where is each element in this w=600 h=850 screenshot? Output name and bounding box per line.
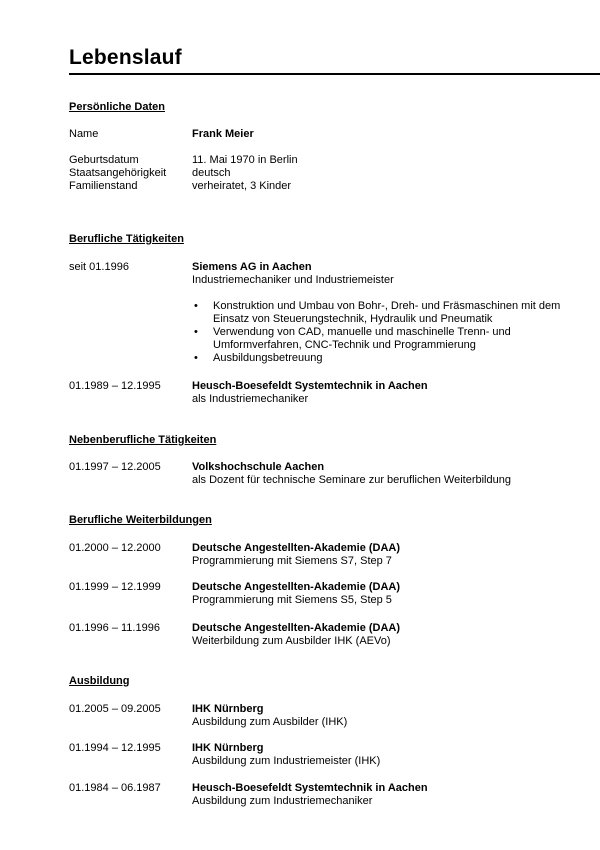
- training-org: Deutsche Angestellten-Akademie (DAA): [192, 542, 401, 554]
- section-heading-education: Ausbildung: [69, 675, 130, 687]
- training-entry: [192, 542, 400, 568]
- training-topic: Weiterbildung zum Ausbilder IHK (AEVo): [192, 635, 391, 647]
- training-topic: Programmierung mit Siemens S5, Step 5: [192, 594, 392, 606]
- bullet-icon: •: [194, 326, 198, 338]
- section-heading-jobs: Berufliche Tätigkeiten: [69, 233, 184, 245]
- education-program: Ausbildung zum Ausbilder (IHK): [192, 716, 348, 728]
- training-entry: [192, 581, 400, 607]
- list-item: [192, 326, 592, 352]
- name-value: Frank Meier: [192, 128, 254, 140]
- job-date: 01.1989 – 12.1995: [69, 380, 161, 392]
- name-label: Name: [69, 128, 99, 140]
- job-task: Konstruktion und Umbau von Bohr-, Dreh- und Fräsmaschinen mit dem Einsatz von Steuerungstechnik, Hydraulik und Pneumatik: [213, 300, 561, 325]
- job-entry: [192, 380, 428, 406]
- birthdate-value: 11. Mai 1970 in Berlin: [192, 154, 298, 166]
- side-job-entry: [192, 461, 511, 487]
- training-topic: Programmierung mit Siemens S7, Step 7: [192, 555, 392, 567]
- job-org: Heusch-Boesefeldt Systemtechnik in Aachen: [192, 380, 428, 392]
- list-item: [192, 300, 592, 326]
- training-date: 01.1996 – 11.1996: [69, 622, 160, 634]
- education-date: 01.1994 – 12.1995: [69, 742, 161, 754]
- job-date: seit 01.1996: [69, 261, 129, 273]
- job-task: Ausbildungsbetreuung: [213, 352, 323, 364]
- education-org: IHK Nürnberg: [192, 703, 264, 715]
- education-entry: [192, 782, 428, 808]
- section-heading-training: Berufliche Weiterbildungen: [69, 514, 212, 526]
- bullet-icon: •: [194, 352, 198, 364]
- section-heading-side-jobs: Nebenberufliche Tätigkeiten: [69, 434, 217, 446]
- training-date: 01.1999 – 12.1999: [69, 581, 161, 593]
- job-entry: [192, 261, 394, 287]
- page-title: Lebenslauf: [69, 46, 182, 69]
- education-program: Ausbildung zum Industriemechaniker: [192, 795, 373, 807]
- birthdate-label: Geburtsdatum: [69, 154, 139, 166]
- education-program: Ausbildung zum Industriemeister (IHK): [192, 755, 381, 767]
- side-job-date: 01.1997 – 12.2005: [69, 461, 161, 473]
- job-task-list: [192, 300, 592, 365]
- education-date: 01.1984 – 06.1987: [69, 782, 161, 794]
- training-date: 01.2000 – 12.2000: [69, 542, 161, 554]
- personal-values: [192, 154, 298, 193]
- nationality-value: deutsch: [192, 167, 231, 179]
- job-role: Industriemechaniker und Industriemeister: [192, 274, 394, 286]
- personal-labels: [69, 154, 166, 193]
- job-org: Siemens AG in Aachen: [192, 261, 312, 273]
- education-entry: [192, 703, 347, 729]
- education-org: Heusch-Boesefeldt Systemtechnik in Aachen: [192, 782, 428, 794]
- training-entry: [192, 622, 400, 648]
- education-org: IHK Nürnberg: [192, 742, 264, 754]
- nationality-label: Staatsangehörigkeit: [69, 167, 167, 179]
- education-date: 01.2005 – 09.2005: [69, 703, 161, 715]
- job-task: Verwendung von CAD, manuelle und maschinelle Trenn- und Umformverfahren, CNC-Technik und Programmierung: [213, 326, 511, 351]
- training-org: Deutsche Angestellten-Akademie (DAA): [192, 581, 401, 593]
- side-job-role: als Dozent für technische Seminare zur beruflichen Weiterbildung: [192, 474, 511, 486]
- bullet-icon: •: [194, 300, 198, 312]
- side-job-org: Volkshochschule Aachen: [192, 461, 325, 473]
- marital-status-value: verheiratet, 3 Kinder: [192, 180, 292, 192]
- list-item: [192, 352, 592, 365]
- marital-status-label: Familienstand: [69, 180, 138, 192]
- job-role: als Industriemechaniker: [192, 393, 309, 405]
- training-org: Deutsche Angestellten-Akademie (DAA): [192, 622, 401, 634]
- title-divider: [69, 73, 600, 75]
- education-entry: [192, 742, 380, 768]
- section-heading-personal: Persönliche Daten: [69, 101, 165, 113]
